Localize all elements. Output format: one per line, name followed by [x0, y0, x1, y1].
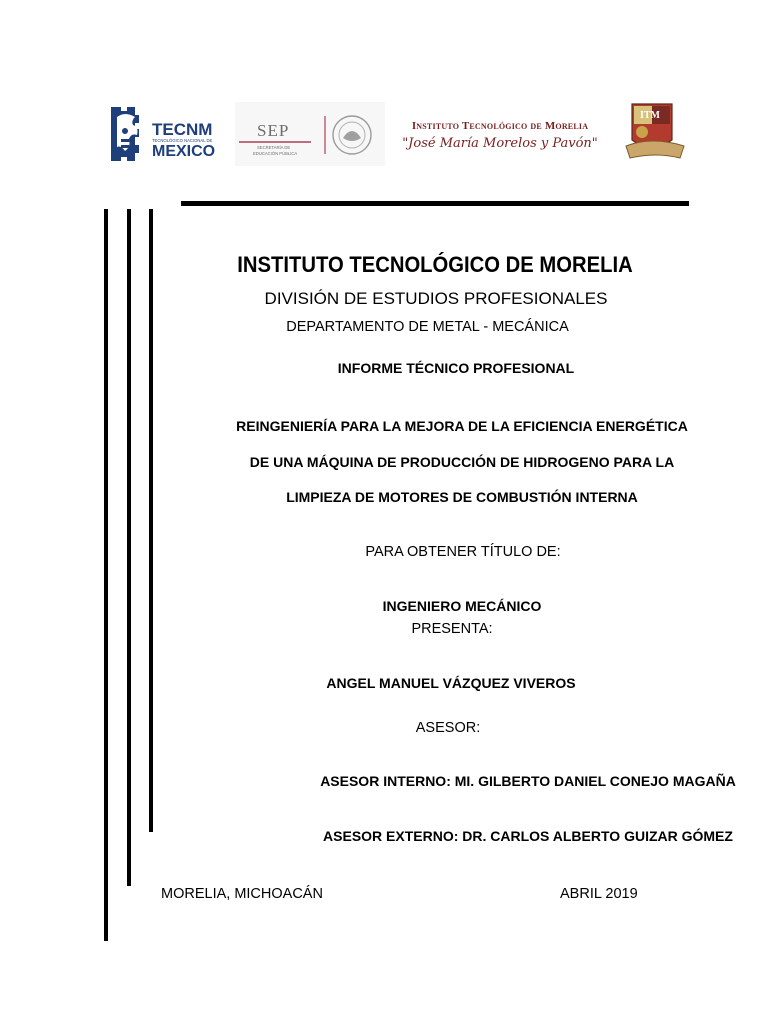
department-name: DEPARTAMENTO DE METAL - MECÁNICA — [286, 319, 569, 335]
report-type: INFORME TÉCNICO PROFESIONAL — [337, 360, 575, 376]
degree-name: INGENIERO MECÁNICO — [382, 598, 542, 614]
itm-logo-line2: "José María Morelos y Pavón" — [402, 136, 598, 151]
sep-sub2: EDUCACIÓN PÚBLICA — [253, 151, 298, 156]
crest-text: ITM — [640, 110, 660, 121]
sep-seal-icon — [235, 102, 385, 166]
crest-icon — [622, 96, 688, 166]
sep-logo — [235, 102, 385, 166]
tecnm-line3: MEXICO — [152, 143, 215, 160]
author-name: ANGEL MANUEL VÁZQUEZ VIVEROS — [326, 675, 576, 691]
document-date: ABRIL 2019 — [560, 886, 638, 902]
presents-label: PRESENTA: — [411, 621, 493, 637]
tecnm-line1: TECNM — [152, 120, 213, 139]
itm-text-logo — [400, 118, 600, 162]
city-location: MORELIA, MICHOACÁN — [161, 886, 323, 902]
sep-title: SEP — [257, 121, 290, 140]
report-title-line: DE UNA MÁQUINA DE PRODUCCIÓN DE HIDROGENO PARA LA — [249, 454, 675, 470]
itm-crest-logo — [622, 96, 688, 166]
tecnm-line2: TECNOLÓGICO NACIONAL DE — [152, 138, 213, 143]
sep-sub1: SECRETARÍA DE — [257, 145, 291, 150]
institution-name: INSTITUTO TECNOLÓGICO DE MORELIA — [237, 252, 633, 277]
tecnm-emblem-icon — [107, 101, 215, 171]
advisor-internal: ASESOR INTERNO: MI. GILBERTO DANIEL CONEJO MAGAÑA — [320, 773, 736, 789]
advisor-external: ASESOR EXTERNO: DR. CARLOS ALBERTO GUIZAR GÓMEZ — [323, 828, 733, 844]
vertical-rule-outer — [104, 209, 108, 941]
horizontal-rule — [181, 201, 689, 206]
division-name: DIVISIÓN DE ESTUDIOS PROFESIONALES — [264, 289, 608, 308]
report-title-line: REINGENIERÍA PARA LA MEJORA DE LA EFICIENCIA ENERGÉTICA — [236, 418, 688, 434]
degree-intro: PARA OBTENER TÍTULO DE: — [365, 544, 561, 560]
advisor-label: ASESOR: — [415, 720, 481, 736]
tecnm-logo — [107, 101, 215, 171]
vertical-rule-middle — [127, 209, 131, 886]
itm-logo-line1: Instituto Tecnológico de Morelia — [411, 120, 589, 132]
vertical-rule-inner — [149, 209, 153, 832]
report-title-line: LIMPIEZA DE MOTORES DE COMBUSTIÓN INTERNA — [286, 489, 638, 505]
